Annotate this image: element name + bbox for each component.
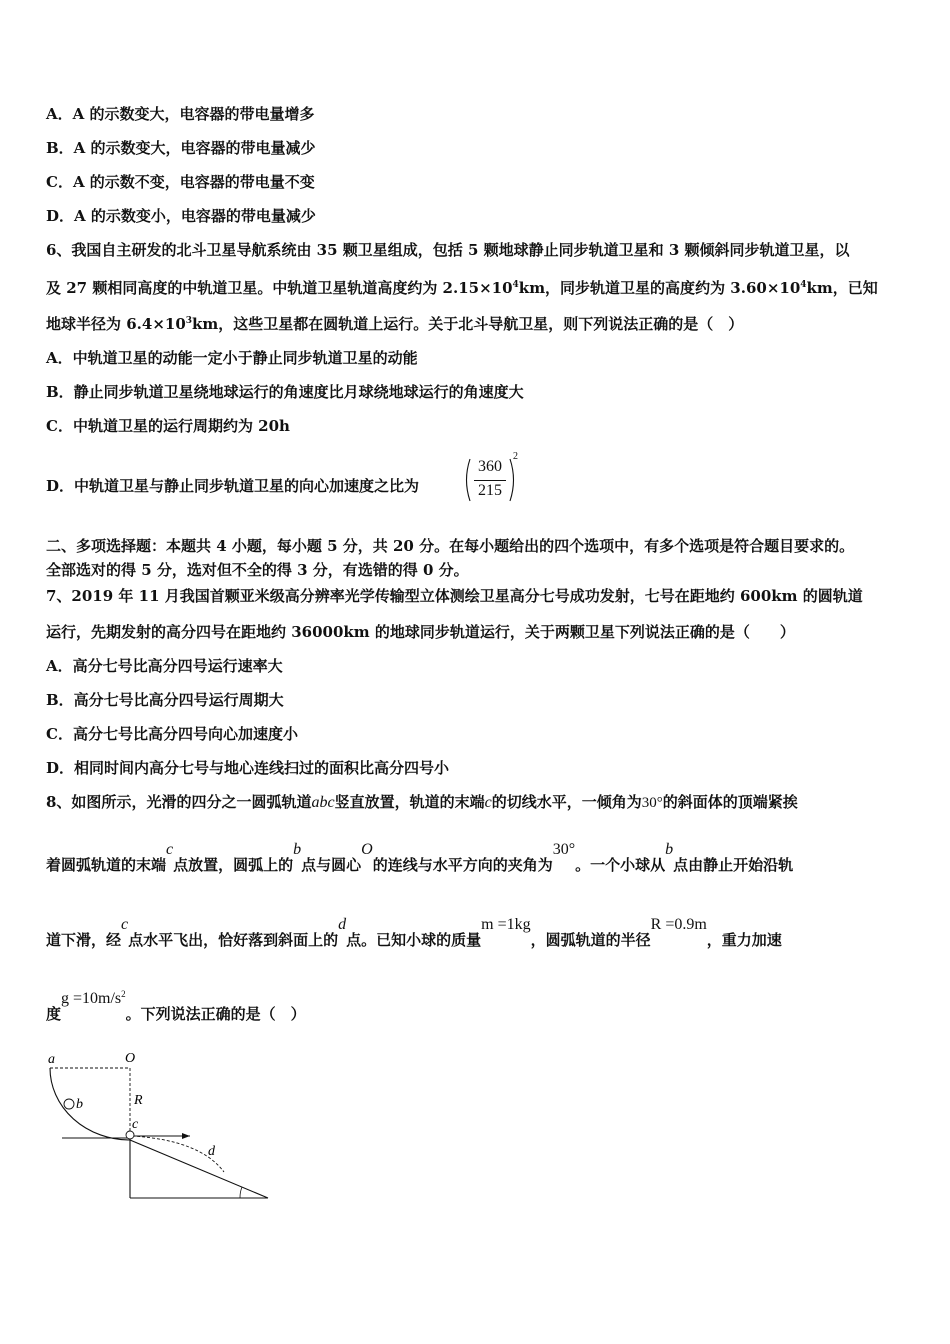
q8-stem-line4: 度$g =10m/s^2$。下列说法正确的是（ ）	[46, 989, 306, 1023]
q6-option-d: D．中轨道卫星与静止同步轨道卫星的向心加速度之比为	[46, 477, 420, 495]
q6-stem-line1: 6、我国自主研发的北斗卫星导航系统由 35 颗卫星组成，包括 5 颗地球静止同步轨道卫星和 3 颗倾斜同步轨道卫星，以	[46, 241, 850, 259]
q7-stem-line2: 运行，先期发射的高分四号在距地约 36000km 的地球同步轨道运行，关于两颗卫星下列说法正确的是（ ）	[46, 623, 795, 641]
section2-heading-line2: 全部选对的得 5 分，选对但不全的得 3 分，有选错的得 0 分。	[46, 561, 469, 579]
fraction-exponent: 2	[513, 451, 518, 462]
q6-option-a: A．中轨道卫星的动能一定小于静止同步轨道卫星的动能	[46, 349, 418, 367]
q7-option-c: C．高分七号比高分四号向心加速度小	[46, 725, 298, 743]
arrow-head	[182, 1133, 190, 1139]
arc-track	[50, 1068, 130, 1140]
ball-at-b	[64, 1099, 74, 1109]
q6-option-b: B．静止同步轨道卫星绕地球运行的角速度比月球绕地球运行的角速度大	[46, 383, 524, 401]
fraction-bar	[474, 480, 506, 481]
q7-option-a: A．高分七号比高分四号运行速率大	[46, 657, 283, 675]
incline-slope	[130, 1140, 268, 1198]
q6-stem-line2: 及 27 颗相同高度的中轨道卫星。中轨道卫星轨道高度约为 $2.15\times 10^4km$，同步轨道卫星的高度约为 $3.60\times 10^4km$，已知	[46, 279, 878, 297]
label-d: d	[208, 1144, 215, 1159]
q5-option-a: A．A 的示数变大，电容器的带电量增多	[46, 105, 315, 123]
q5-option-d: D．A 的示数变小，电容器的带电量减少	[46, 207, 316, 225]
label-c: c	[132, 1117, 139, 1132]
label-a: a	[48, 1052, 55, 1067]
fraction-denominator: 215	[478, 482, 502, 499]
q7-option-d: D．相同时间内高分七号与地心连线扫过的面积比高分四号小	[46, 759, 450, 777]
q5-option-b: B．A 的示数变大，电容器的带电量减少	[46, 139, 316, 157]
q7-option-b: B．高分七号比高分四号运行周期大	[46, 691, 284, 709]
label-O: O	[125, 1051, 136, 1066]
section2-heading-line1: 二、多项选择题：本题共 4 小题，每小题 5 分，共 20 分。在每小题给出的四个选项中，有多个选项是符合题目要求的。	[46, 537, 855, 555]
q8-stem-line3: 道下滑，经c点水平飞出，恰好落到斜面上的d点。已知小球的质量m =1kg，圆弧轨道的半径R =0.9m，重力加速	[46, 916, 782, 949]
ball-at-c	[126, 1131, 134, 1139]
q7-stem-line1: 7、2019 年 11 月我国首颗亚米级高分辨率光学传输型立体测绘卫星高分七号成功发射，七号在距地约 600km 的圆轨道	[46, 587, 863, 605]
angle-arc	[240, 1187, 242, 1198]
q5-option-c: C．A 的示数不变，电容器的带电量不变	[46, 173, 315, 191]
q6-option-c: C．中轨道卫星的运行周期约为 20h	[46, 417, 290, 435]
q6-fraction-expression	[462, 451, 522, 505]
label-b: b	[76, 1097, 83, 1112]
q8-stem-line1: 8、如图所示，光滑的四分之一圆弧轨道abc竖直放置，轨道的末端c的切线水平，一倾角为30°的斜面体的顶端紧挨	[46, 793, 798, 811]
label-R: R	[134, 1093, 143, 1108]
q8-arc-track-figure	[40, 1048, 280, 1203]
q8-stem-line2: 着圆弧轨道的末端c点放置，圆弧上的b点与圆心O的连线与水平方向的夹角为30°。一个小球从b点由静止开始沿轨	[46, 841, 794, 874]
fraction-numerator: 360	[478, 458, 502, 475]
q6-stem-line3: 地球半径为 $6.4\times 10^3km$，这些卫星都在圆轨道上运行。关于北斗导航卫星，则下列说法正确的是（ ）	[46, 315, 744, 333]
